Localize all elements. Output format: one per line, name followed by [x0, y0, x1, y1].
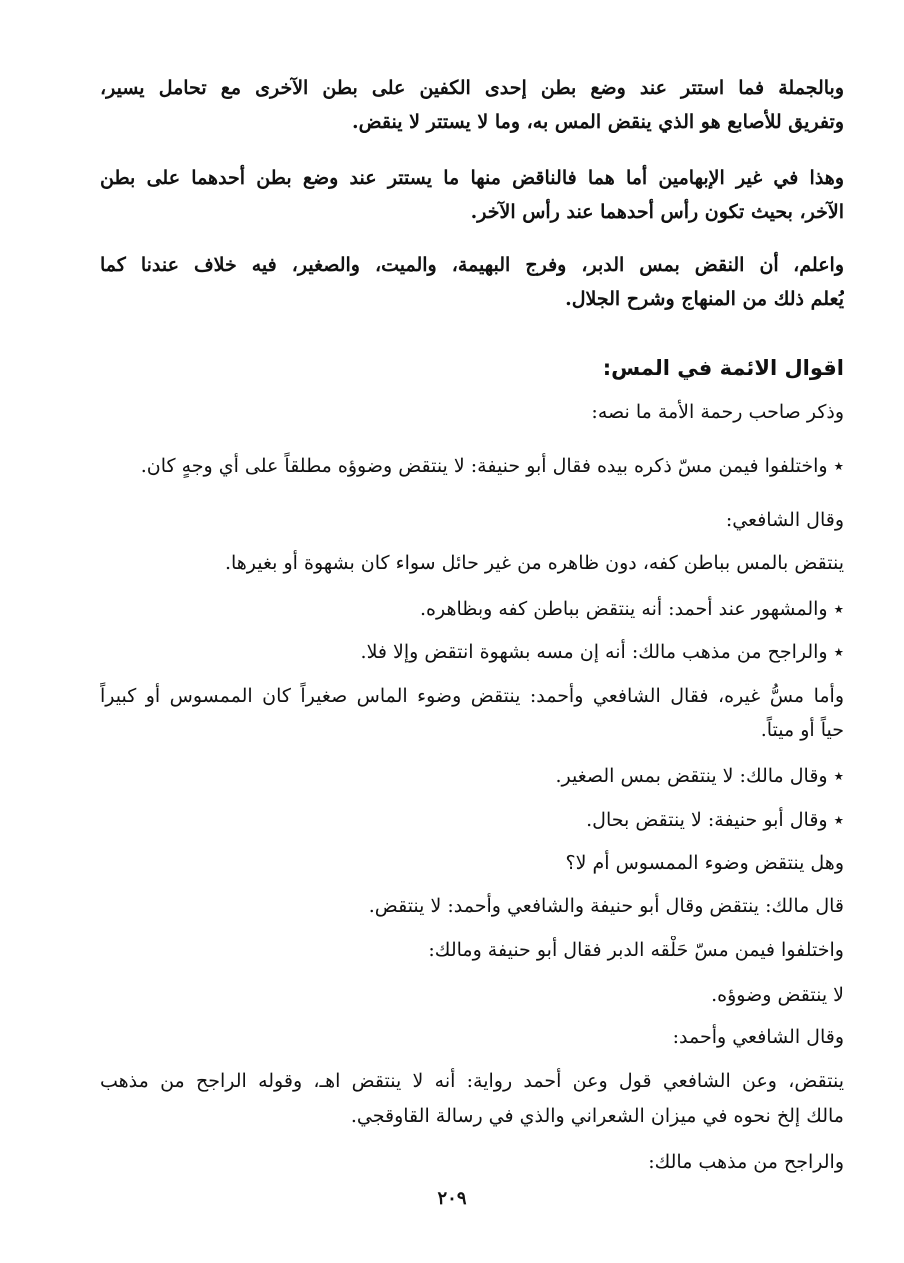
touching-other-line-1: وأما مسُّ غيره، فقال الشافعي وأحمد: ينتقض وضوء الماس صغيراً كان الممسوس أو كبيراً [100, 685, 844, 707]
shafii-opinion-line: ينتقض بالمس بباطن كفه، دون ظاهره من غير حائل سواء كان بشهوة أو بغيرها. [224, 552, 844, 574]
answer-line: قال مالك: ينتقض وقال أبو حنيفة والشافعي وأحمد: لا ينتقض. [368, 895, 844, 917]
paragraph-3-line-1-text: أن النقض بمس الدبر، وفرج البهيمة، والميت، والصغير، فيه خلاف عندنا كما [100, 254, 779, 276]
question-line: وهل ينتقض وضوء الممسوس أم لا؟ [565, 852, 844, 874]
section-heading: اقوال الائمة في المس: [602, 356, 844, 380]
paragraph-2-line-2: الآخر، بحيث تكون رأس أحدهما عند رأس الآخر. [470, 201, 844, 223]
dubur-line: واختلفوا فيمن مسّ حَلْقه الدبر فقال أبو حنيفة ومالك: [428, 939, 844, 961]
ahmad-opinion-line: ٭ والمشهور عند أحمد: أنه ينتقض بباطن كفه وبظاهره. [420, 598, 844, 620]
no-nullify-line: لا ينتقض وضوؤه. [711, 984, 844, 1006]
paragraph-3-line-2: يُعلم ذلك من المنهاج وشرح الجلال. [565, 288, 844, 310]
intro-line: وذكر صاحب رحمة الأمة ما نصه: [591, 401, 844, 423]
paragraph-2-line-1: وهذا في غير الإبهامين أما هما فالناقض منها ما يستتر عند وضع بطن أحدهما على بطن [100, 167, 844, 189]
shafii-label-line: وقال الشافعي: [725, 509, 844, 531]
paragraph-3-lead-word: واعلم، [793, 254, 844, 276]
nullify-line-2: مالك إلخ نحوه في ميزان الشعراني والذي في رسالة القاوقجي. [350, 1105, 844, 1127]
touching-other-line-2: حياً أو ميتاً. [760, 719, 844, 741]
malik-small-line: ٭ وقال مالك: لا ينتقض بمس الصغير. [555, 765, 844, 787]
last-line: والراجح من مذهب مالك: [648, 1151, 844, 1173]
shafii-ahmad-label-line: وقال الشافعي وأحمد: [672, 1026, 844, 1048]
paragraph-1-line-2: وتفريق للأصابع هو الذي ينقض المس به، وما لا يستتر لا ينقض. [352, 111, 844, 133]
paragraph-1-line-1: وبالجملة فما استتر عند وضع بطن إحدى الكفين على بطن الآخرى مع تحامل يسير، [100, 77, 844, 99]
hanafi-no-nullify-line: ٭ وقال أبو حنيفة: لا ينتقض بحال. [586, 809, 844, 831]
paragraph-3-line-1 [100, 251, 844, 279]
nullify-line-1: ينتقض، وعن الشافعي قول وعن أحمد رواية: أنه لا ينتقض اهـ، وقوله الراجح من مذهب [100, 1070, 844, 1092]
page-number: ٢٠٩ [437, 1188, 467, 1209]
maliki-opinion-line: ٭ والراجح من مذهب مالك: أنه إن مسه بشهوة انتقض وإلا فلا. [360, 641, 844, 663]
hanafi-opinion-line: ٭ واختلفوا فيمن مسّ ذكره بيده فقال أبو حنيفة: لا ينتقض وضوؤه مطلقاً على أي وجهٍ كان. [140, 455, 844, 477]
